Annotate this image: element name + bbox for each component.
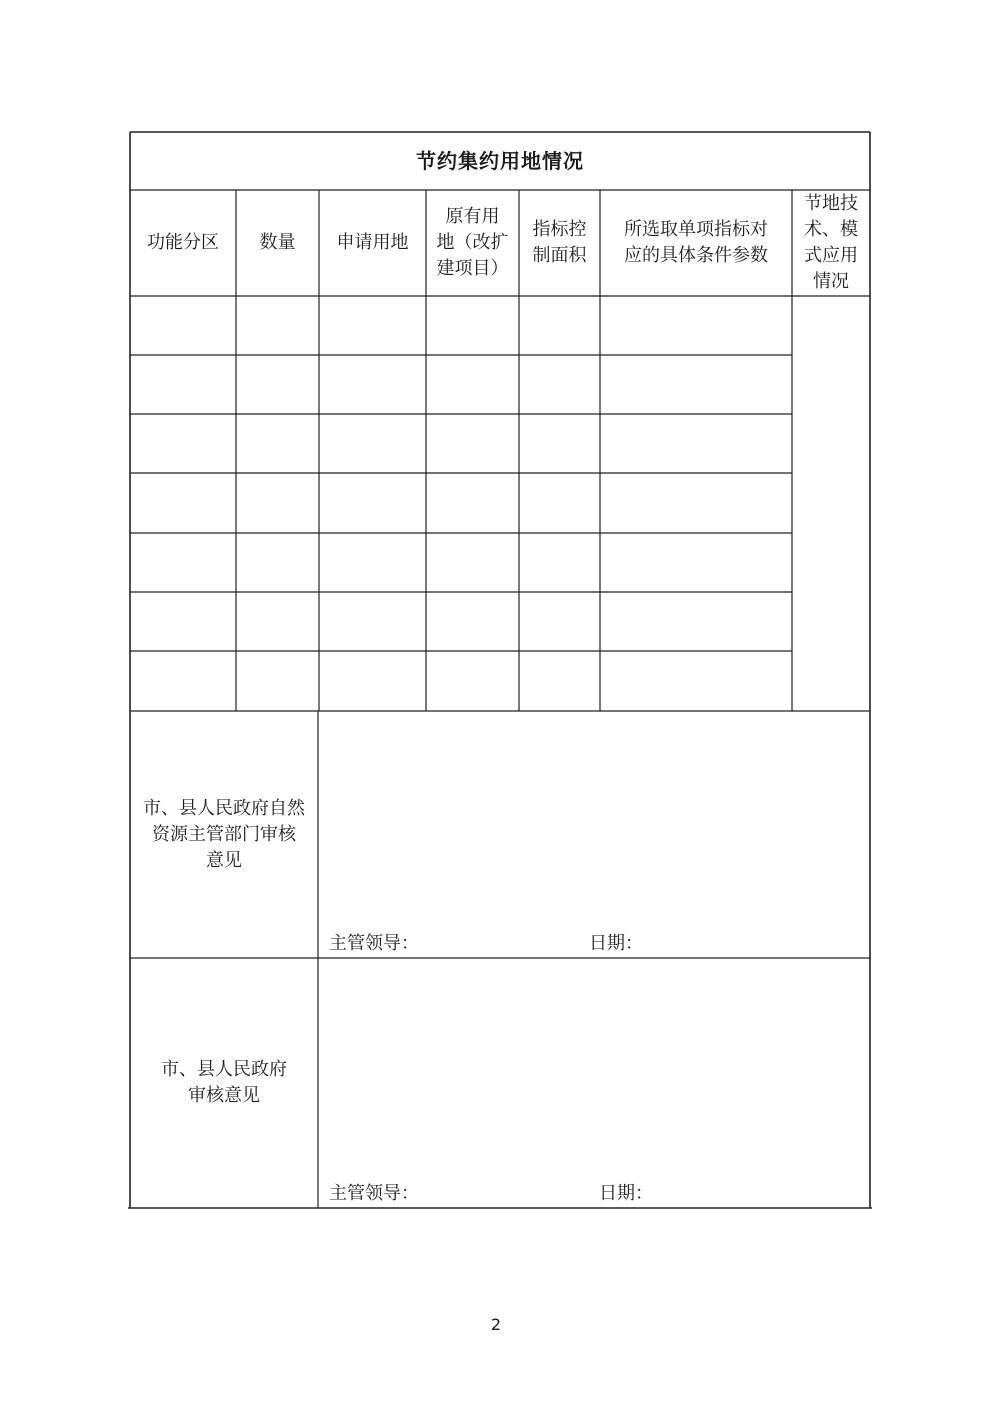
header-land-saving-technology: 节地技 术、模 式应用 情况 xyxy=(804,193,858,292)
leader-signature-label: 主管领导： xyxy=(329,933,419,954)
leader-signature-label: 主管领导： xyxy=(329,1183,419,1204)
table-title: 节约集约用地情况 xyxy=(416,149,584,173)
header-original-land: 原有用 地（改扩 建项目） xyxy=(436,206,509,279)
header-condition-parameters: 所选取单项指标对 应的具体条件参数 xyxy=(624,219,768,266)
header-applied-land: 申请用地 xyxy=(336,232,409,253)
header-indicator-control-area: 指标控 制面积 xyxy=(532,219,587,266)
date-label: 日期： xyxy=(589,933,643,954)
date-label: 日期： xyxy=(599,1183,653,1204)
review-label-natural-resources-dept: 市、县人民政府自然 资源主管部门审核 意见 xyxy=(143,797,305,871)
page-number: 2 xyxy=(490,1315,502,1334)
header-functional-zone: 功能分区 xyxy=(147,232,219,253)
review-label-county-government: 市、县人民政府 审核意见 xyxy=(161,1059,287,1106)
header-quantity: 数量 xyxy=(259,232,296,253)
